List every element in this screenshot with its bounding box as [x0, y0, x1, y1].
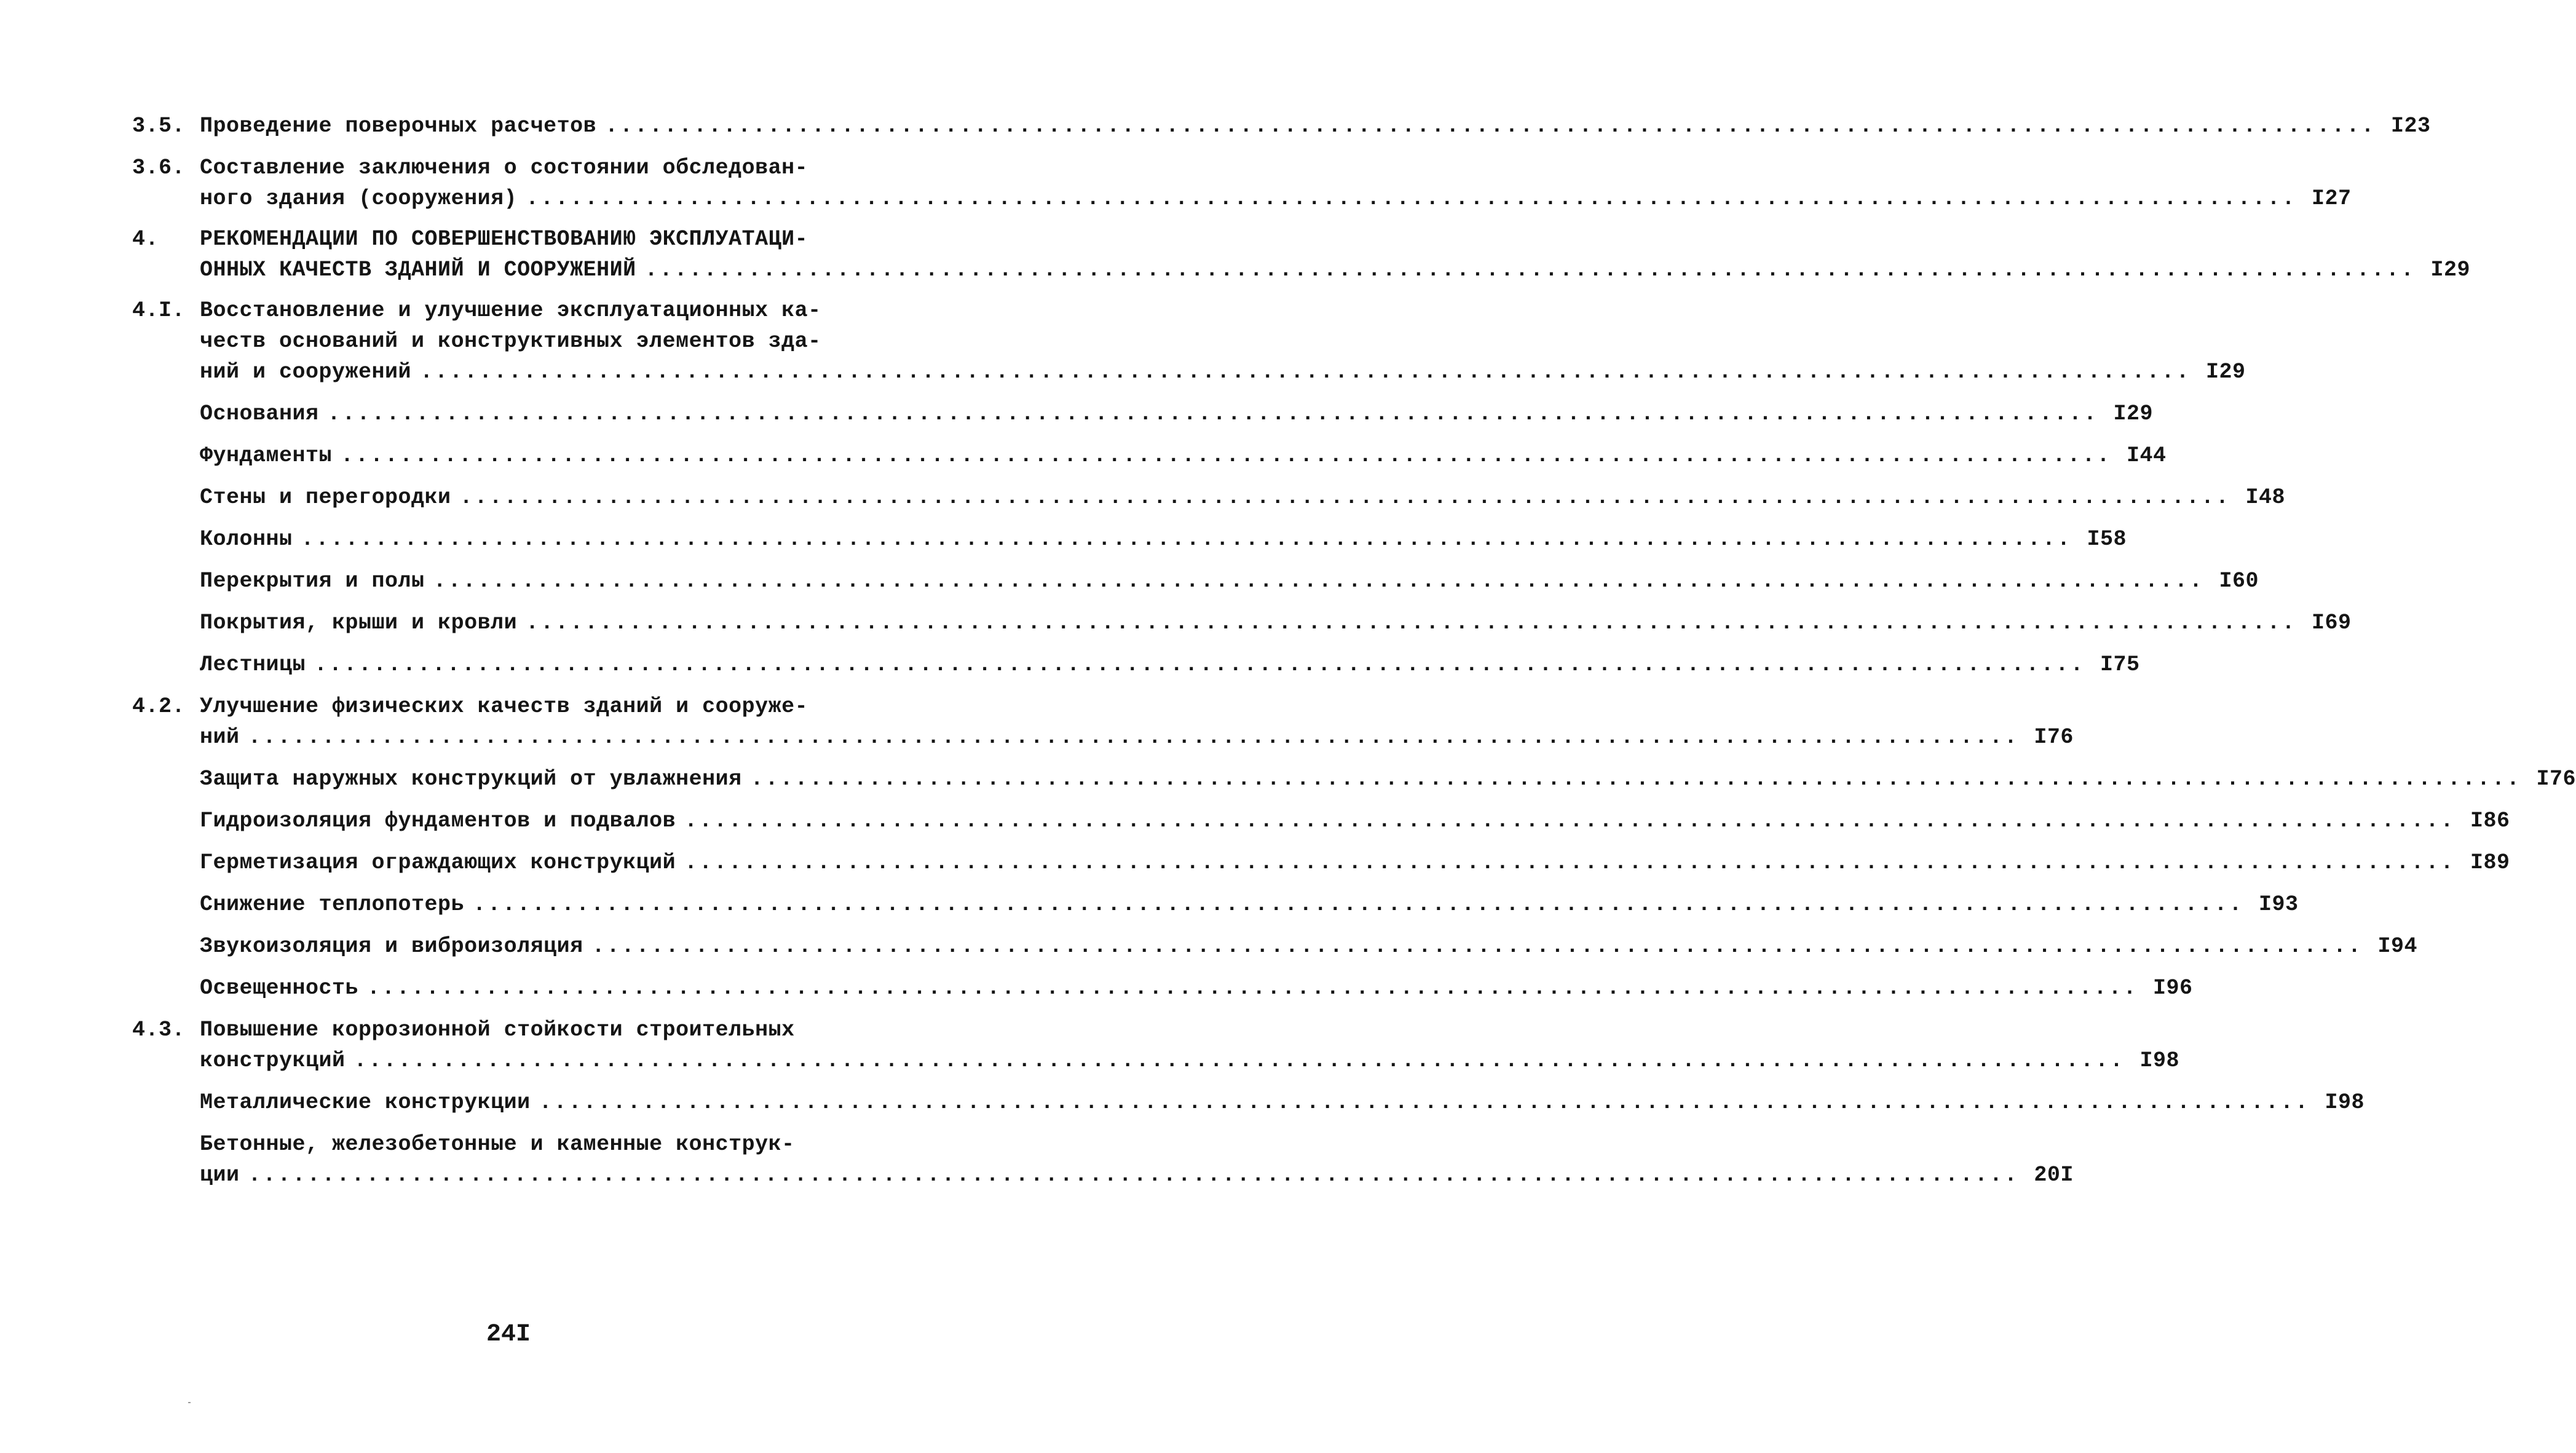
entry-title: Снижение теплопотерь [200, 892, 465, 917]
toc-line [200, 1045, 2179, 1076]
toc-subsection [132, 398, 2153, 429]
page-reference: I76 [2034, 725, 2074, 750]
dot-leader: ........................................................................................................................ [367, 976, 2138, 1000]
entry-title: ОННЫХ КАЧЕСТВ ЗДАНИЙ И СООРУЖЕНИЙ [200, 258, 636, 282]
page-reference: I94 [2377, 934, 2418, 959]
page-reference: I44 [2126, 443, 2167, 468]
toc-line [200, 255, 2471, 285]
toc-line [200, 1087, 2365, 1118]
page-reference: I23 [2391, 114, 2431, 138]
toc-line [200, 608, 2352, 638]
entry-title: Стены и перегородки [200, 485, 451, 510]
toc-line [200, 566, 2259, 596]
entry-title: Освещенность [200, 976, 359, 1000]
dot-leader: ........................................................................................................................ [539, 1090, 2310, 1115]
dot-leader: ........................................................................................................................ [750, 767, 2522, 791]
page-reference: I86 [2470, 809, 2510, 833]
toc-subsection [132, 1129, 2074, 1190]
page-reference: I75 [2100, 652, 2140, 677]
section-number: 3.6. [132, 156, 186, 180]
page-reference: I69 [2312, 611, 2352, 635]
page-reference: I76 [2536, 767, 2576, 791]
page-reference: I96 [2152, 976, 2193, 1000]
page-reference: I89 [2470, 850, 2510, 875]
table-of-contents [132, 111, 2576, 1190]
entry-title-line: Составление заключения о состоянии обследован- [200, 156, 808, 180]
toc-line [200, 847, 2510, 878]
entry-title: Защита наружных конструкций от увлажнения [200, 767, 742, 791]
toc-line [200, 931, 2418, 962]
toc-line [200, 764, 2576, 794]
toc-subsection [132, 973, 2193, 1004]
toc-line [200, 1160, 2074, 1190]
dot-leader: ........................................................................................................................ [605, 114, 2376, 138]
entry-title: Звукоизоляция и виброизоляция [200, 934, 583, 959]
page-reference: I98 [2139, 1048, 2179, 1073]
page-reference: I98 [2325, 1090, 2365, 1115]
entry-title: Покрытия, крыши и кровли [200, 611, 518, 635]
page-reference: I48 [2245, 485, 2285, 510]
dot-leader: ........................................................................................................................ [327, 402, 2098, 426]
toc-section [132, 1015, 2179, 1076]
section-number: 3.5. [132, 114, 186, 138]
page-reference: 20I [2034, 1163, 2074, 1187]
toc-line [200, 524, 2127, 555]
section-number: 4.3. [132, 1018, 186, 1042]
page-number: 24I [486, 1321, 531, 1348]
page-reference: I93 [2258, 892, 2299, 917]
dot-leader: ........................................................................................................................ [591, 934, 2363, 959]
entry-title: конструкций [200, 1048, 346, 1073]
entry-title-line: Восстановление и улучшение эксплуатационных ка- [200, 298, 821, 323]
toc-line [200, 183, 2352, 214]
scan-speck [188, 1402, 191, 1403]
toc-subsection [132, 889, 2299, 920]
section-number: 4.2. [132, 694, 186, 719]
toc-subsection [132, 764, 2576, 794]
entry-title: ции [200, 1163, 240, 1187]
toc-section [132, 152, 2352, 214]
toc-line [200, 398, 2153, 429]
toc-subsection [132, 847, 2510, 878]
entry-title: Колонны [200, 527, 293, 552]
toc-subsection [132, 649, 2140, 680]
toc-line [200, 649, 2140, 680]
dot-leader: ........................................................................................................................ [314, 652, 2085, 677]
entry-title: Гидроизоляция фундаментов и подвалов [200, 809, 676, 833]
page-reference: I27 [2312, 186, 2352, 211]
dot-leader: ........................................................................................................................ [459, 485, 2230, 510]
toc-line [200, 722, 2074, 753]
entry-title-line: Улучшение физических качеств зданий и сооруже- [200, 694, 808, 719]
dot-leader: ........................................................................................................................ [526, 611, 2297, 635]
entry-title: ного здания (сооружения) [200, 186, 518, 211]
dot-leader: ........................................................................................................................ [644, 258, 2416, 282]
entry-title-line: Бетонные, железобетонные и каменные конструк- [200, 1132, 795, 1157]
dot-leader: ........................................................................................................................ [684, 809, 2455, 833]
entry-title: ний [200, 725, 240, 750]
toc-subsection [132, 1087, 2365, 1118]
section-number: 4. [132, 227, 159, 251]
toc-line [200, 111, 2431, 141]
toc-section [132, 691, 2074, 753]
page-reference: I60 [2219, 569, 2259, 593]
page-reference: I29 [2205, 360, 2246, 384]
entry-title-line: РЕКОМЕНДАЦИИ ПО СОВЕРШЕНСТВОВАНИЮ ЭКСПЛУАТАЦИ- [200, 227, 808, 251]
entry-title: Металлические конструкции [200, 1090, 531, 1115]
dot-leader: ........................................................................................................................ [248, 1163, 2019, 1187]
toc-line [200, 482, 2285, 513]
entry-title-line: Повышение коррозионной стойкости строительных [200, 1018, 795, 1042]
toc-line [200, 357, 2246, 387]
dot-leader: ........................................................................................................................ [526, 186, 2297, 211]
toc-subsection [132, 524, 2127, 555]
section-number: 4.I. [132, 298, 186, 323]
toc-line [200, 440, 2167, 471]
toc-line [200, 889, 2299, 920]
dot-leader: ........................................................................................................................ [248, 725, 2019, 750]
toc-section [132, 111, 2431, 141]
dot-leader: ........................................................................................................................ [354, 1048, 2125, 1073]
page-reference: I29 [2430, 258, 2471, 282]
entry-title: Фундаменты [200, 443, 333, 468]
page-reference: I58 [2087, 527, 2127, 552]
toc-subsection [132, 931, 2418, 962]
toc-subsection [132, 440, 2167, 471]
toc-line [200, 806, 2510, 836]
dot-leader: ........................................................................................................................ [433, 569, 2204, 593]
dot-leader: ........................................................................................................................ [473, 892, 2244, 917]
dot-leader: ........................................................................................................................ [341, 443, 2112, 468]
toc-subsection [132, 482, 2285, 513]
toc-section [132, 295, 2246, 387]
dot-leader: ........................................................................................................................ [301, 527, 2072, 552]
entry-title: Проведение поверочных расчетов [200, 114, 597, 138]
toc-subsection [132, 566, 2259, 596]
entry-title: ний и сооружений [200, 360, 412, 384]
toc-line [200, 973, 2193, 1004]
entry-title: Герметизация ограждающих конструкций [200, 850, 676, 875]
entry-title-line: честв оснований и конструктивных элементов зда- [200, 329, 821, 354]
toc-section [132, 224, 2471, 285]
page-reference: I29 [2113, 402, 2153, 426]
entry-title: Перекрытия и полы [200, 569, 425, 593]
entry-title: Лестницы [200, 652, 306, 677]
toc-subsection [132, 806, 2510, 836]
toc-subsection [132, 608, 2352, 638]
dot-leader: ........................................................................................................................ [684, 850, 2455, 875]
dot-leader: ........................................................................................................................ [420, 360, 2191, 384]
entry-title: Основания [200, 402, 319, 426]
